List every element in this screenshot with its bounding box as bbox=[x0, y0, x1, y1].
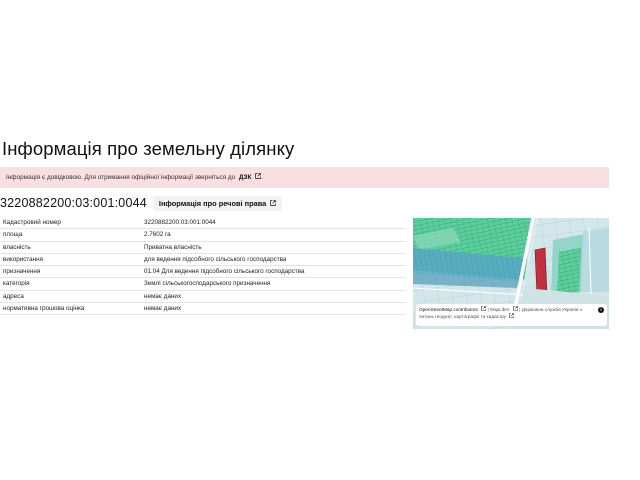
map-attribution bbox=[416, 304, 607, 326]
notice-tail: . bbox=[261, 174, 264, 181]
row-value: Приватна власність bbox=[141, 241, 406, 253]
rights-info-button-label: Інформація про речові права bbox=[158, 198, 267, 208]
row-label: призначення bbox=[0, 266, 141, 278]
notice-text: Інформація є довідковою. Для отримання офіційної інформації зверніться до bbox=[6, 174, 236, 181]
table-row bbox=[0, 253, 406, 265]
row-label: Кадастровий номер bbox=[0, 217, 141, 229]
row-value: Землі сільськогосподарського призначення bbox=[141, 278, 406, 290]
row-label: нормативна грошова оцінка bbox=[0, 302, 141, 314]
external-link-icon bbox=[270, 200, 276, 206]
maplibre-attribution-link[interactable]: | MapLibre bbox=[487, 307, 510, 312]
cadastral-number: 3220882200:03:001:0044 bbox=[0, 196, 147, 210]
row-value: немає даних bbox=[141, 302, 406, 314]
external-link-icon bbox=[509, 313, 514, 318]
osm-attribution-link[interactable]: OpenStreetMap contributors bbox=[419, 307, 478, 312]
table-row bbox=[0, 241, 406, 253]
row-label: адреса bbox=[0, 290, 141, 302]
row-label: використання bbox=[0, 253, 141, 265]
parcel-map[interactable] bbox=[413, 218, 609, 329]
table-row bbox=[0, 217, 406, 229]
page-title: Інформація про земельну ділянку bbox=[2, 138, 295, 159]
row-value: для ведення підсобного сільського господарства bbox=[141, 253, 406, 265]
agency-attribution-link[interactable]: | Державна служба України з питань геодезії, картографії та кадастру bbox=[419, 307, 582, 320]
table-row bbox=[0, 302, 406, 314]
parcel-header bbox=[0, 193, 282, 213]
row-label: категорія bbox=[0, 278, 141, 290]
rights-info-button[interactable] bbox=[153, 196, 282, 211]
table-row bbox=[0, 278, 406, 290]
dzk-link[interactable]: ДЗК bbox=[238, 174, 252, 181]
table-row bbox=[0, 266, 406, 278]
table-row bbox=[0, 290, 406, 302]
notice-banner bbox=[0, 167, 609, 188]
parcel-info-table bbox=[0, 217, 406, 315]
row-value: 3220882200:03:001:0044 bbox=[141, 217, 406, 229]
external-link-icon bbox=[481, 306, 486, 311]
row-value: немає даних bbox=[141, 290, 406, 302]
row-label: площа bbox=[0, 229, 141, 241]
row-value: 2.7602 га bbox=[141, 229, 406, 241]
row-label: власність bbox=[0, 241, 141, 253]
attribution-info-icon[interactable]: i bbox=[598, 307, 604, 313]
table-row bbox=[0, 229, 406, 241]
row-value: 01.04 Для ведення підсобного сільського господарства bbox=[141, 266, 406, 278]
external-link-icon bbox=[513, 306, 518, 311]
